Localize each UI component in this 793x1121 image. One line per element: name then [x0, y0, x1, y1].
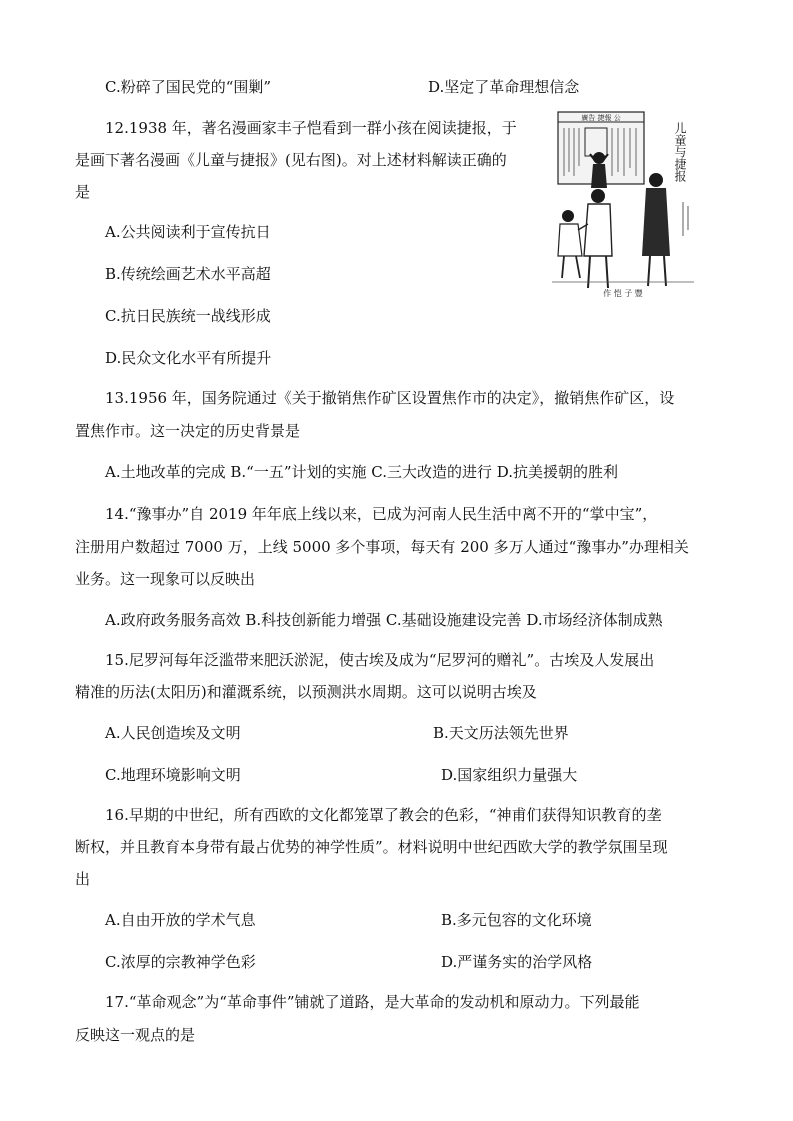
- q15-option-b: B.天文历法领先世界: [433, 724, 569, 742]
- q12-option-d: D.民众文化水平有所提升: [105, 349, 272, 367]
- q12-option-b: B.传统绘画艺术水平高超: [105, 265, 271, 283]
- q16-option-b: B.多元包容的文化环境: [441, 911, 592, 929]
- q17-stem-line2: 反映这一观点的是: [75, 1026, 196, 1044]
- q13-stem-line1: 13.1956 年，国务院通过《关于撤销焦作矿区设置焦作市的决定》，撤销焦作矿区，设: [105, 389, 675, 407]
- q11-option-d: D.坚定了革命理想信念: [428, 78, 580, 96]
- q15-option-d: D.国家组织力量强大: [441, 766, 578, 784]
- q14-stem-line3: 业务。这一现象可以反映出: [75, 570, 256, 588]
- q16-option-c: C.浓厚的宗教神学色彩: [105, 953, 256, 971]
- q16-stem-line2: 断权，并且教育本身带有最占优势的神学性质”。材料说明中世纪西欧大学的教学氛围呈现: [75, 838, 668, 856]
- q14-options: A.政府政务服务高效 B.科技创新能力增强 C.基础设施建设完善 D.市场经济体制成熟: [105, 611, 663, 629]
- q11-option-c: C.粉碎了国民党的“围剿”: [105, 78, 272, 96]
- q16-stem-line1: 16.早期的中世纪，所有西欧的文化都笼罩了教会的色彩，“神甫们获得知识教育的垄: [105, 806, 662, 824]
- q15-stem-line2: 精准的历法(太阳历)和灌溉系统，以预测洪水周期。这可以说明古埃及: [75, 683, 537, 701]
- q15-stem-line1: 15.尼罗河每年泛滥带来肥沃淤泥，使古埃及成为“尼罗河的赠礼”。古埃及人发展出: [105, 651, 655, 669]
- q13-stem-line2: 置焦作市。这一决定的历史背景是: [75, 422, 301, 440]
- q12-stem-line2: 是画下著名漫画《儿童与捷报》(见右图)。对上述材料解读正确的: [75, 151, 507, 169]
- q16-option-d: D.严谨务实的治学风格: [441, 953, 593, 971]
- q12-stem-line1: 12.1938 年，著名漫画家丰子恺看到一群小孩在阅读捷报，于: [105, 119, 517, 137]
- q17-stem-line1: 17.“革命观念”为“革命事件”铺就了道路，是大革命的发动机和原动力。下列最能: [105, 993, 640, 1011]
- q16-stem-line3: 出: [75, 870, 91, 888]
- children-and-victory-news-cartoon: [552, 106, 694, 301]
- cartoon-vertical-title: 儿童与捷报: [673, 122, 687, 182]
- q16-option-a: A.自由开放的学术气息: [105, 911, 256, 929]
- q14-stem-line1: 14.“豫事办”自 2019 年年底上线以来，已成为河南人民生活中离不开的“掌中宝”，: [105, 505, 658, 523]
- q15-option-c: C.地理环境影响文明: [105, 766, 241, 784]
- q14-stem-line2: 注册用户数超过 7000 万，上线 5000 多个事项，每天有 200 多万人通过“豫事办”办理相关: [75, 538, 689, 556]
- q15-option-a: A.人民创造埃及文明: [105, 724, 241, 742]
- q12-option-c: C.抗日民族统一战线形成: [105, 307, 271, 325]
- q12-stem-line3: 是: [75, 183, 91, 201]
- q13-options: A.土地改革的完成 B.“一五”计划的实施 C.三大改造的进行 D.抗美援朝的胜利: [105, 463, 619, 481]
- q12-option-a: A.公共阅读利于宣传抗日: [105, 223, 271, 241]
- poster-header: 廣告 捷報 公: [581, 114, 621, 122]
- cartoon-bottom-caption: 作 恺 子 豐: [603, 289, 643, 298]
